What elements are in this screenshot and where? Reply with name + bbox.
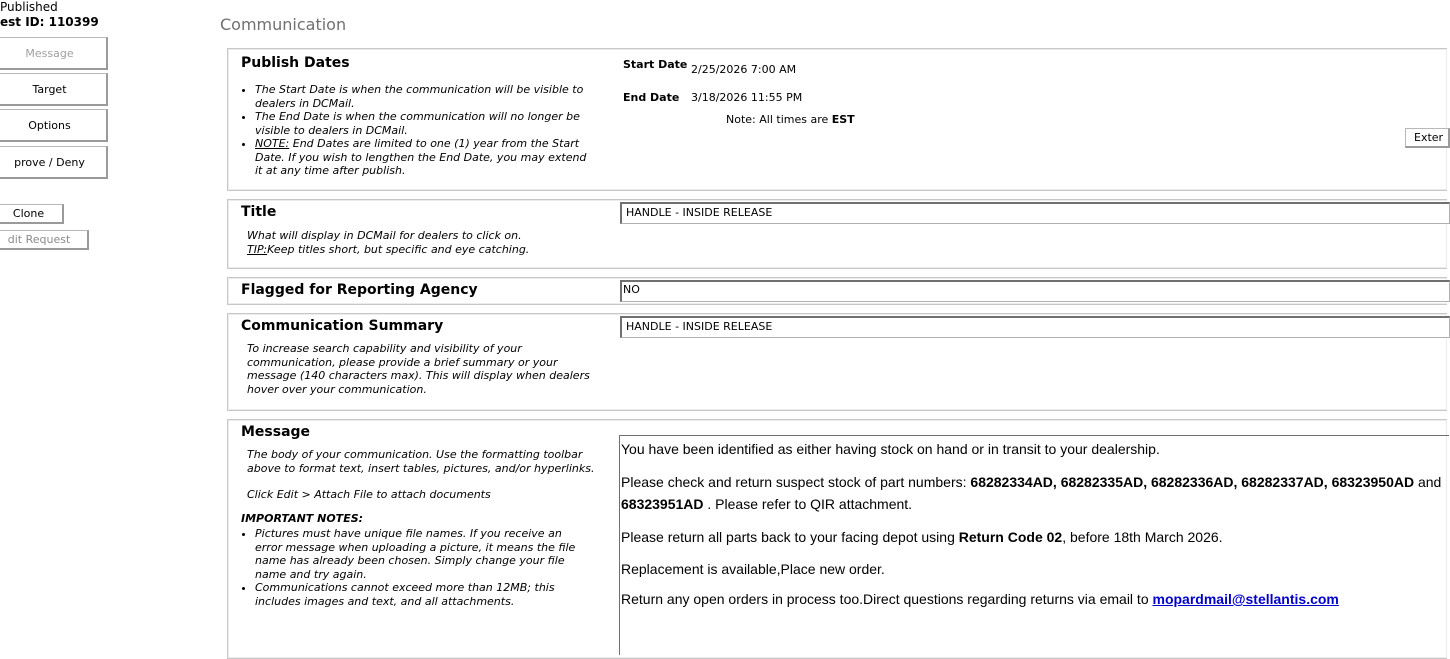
return-suffix: , before 18th March 2026. (1062, 529, 1223, 545)
note-label: NOTE: (255, 137, 290, 150)
message-paragraph (621, 496, 912, 512)
limit-note (255, 137, 591, 178)
message-title: Message (241, 424, 311, 440)
summary-input[interactable]: HANDLE - INSIDE RELEASE (620, 316, 1450, 338)
important-notes (241, 527, 591, 608)
important-note-item: • Pictures must have unique file names. If you receive an error message when uploading a picture, it means the file name has already been chosen. Simply change your file name and try again. (255, 527, 591, 581)
nav-options-button[interactable]: Options (0, 109, 108, 142)
title-section-title: Title (241, 204, 277, 220)
summary-title: Communication Summary (241, 318, 444, 334)
start-date-note: • The Start Date is when the communication will be visible to dealers in DCMail. (255, 83, 591, 110)
parts-and: and (1414, 474, 1442, 490)
email-prefix: Return any open orders in process too.Direct questions regarding returns via email to (621, 591, 1153, 607)
message-paragraph (621, 474, 1441, 490)
status-block (0, 0, 99, 30)
last-part-number: 68323951AD (621, 496, 704, 512)
end-date-note: • The End Date is when the communication will no longer be visible to dealers in DCMail. (255, 110, 591, 137)
message-paragraph: You have been identified as either having stock on hand or in transit to your dealership. (621, 441, 1160, 457)
timezone-note-text: Note: All times are (726, 113, 832, 126)
end-date-value: 3/18/2026 11:55 PM (691, 91, 803, 104)
message-section (227, 419, 1447, 659)
flagged-select[interactable]: NO (620, 280, 1450, 302)
attach-help: Click Edit > Attach File to attach documents (247, 488, 491, 501)
title-input[interactable]: HANDLE - INSIDE RELEASE (620, 202, 1450, 224)
request-id: est ID: 110399 (0, 15, 99, 29)
title-section (227, 199, 1447, 269)
start-date-value: 2/25/2026 7:00 AM (691, 63, 797, 76)
title-help (247, 229, 607, 256)
summary-section (227, 313, 1447, 411)
page-title: Communication (220, 15, 347, 34)
email-link[interactable]: mopardmail@stellantis.com (1152, 591, 1339, 607)
note-text: End Dates are limited to one (1) year from the Start Date. If you wish to lengthen the End Date, you may extend it at any time after publish. (255, 137, 587, 177)
parts-suffix: . Please refer to QIR attachment. (703, 496, 913, 512)
message-body-editor[interactable] (619, 435, 1449, 655)
message-paragraph: Replacement is available,Place new order. (621, 561, 885, 577)
nav-target-button[interactable]: Target (0, 73, 108, 106)
message-help: The body of your communication. Use the formatting toolbar above to format text, insert tables, pictures, and/or hyperlinks. (247, 448, 595, 475)
nav-approve-deny-button[interactable]: prove / Deny (0, 146, 108, 179)
clone-button[interactable]: Clone (0, 204, 64, 224)
flagged-section (227, 277, 1447, 305)
end-date-label: End Date (623, 91, 680, 104)
important-note-item: • Communications cannot exceed more than 12MB; this includes images and text, and all attachments. (255, 581, 591, 608)
start-date-label: Start Date (623, 58, 688, 71)
parts-prefix: Please check and return suspect stock of part numbers: (621, 474, 971, 490)
message-paragraph (621, 591, 1339, 607)
message-paragraph (621, 529, 1223, 545)
publish-dates-title: Publish Dates (241, 55, 350, 71)
return-code: Return Code 02 (958, 529, 1063, 545)
summary-help: To increase search capability and visibility of your communication, please provide a brief summary or your message (140 characters max). This will display when dealers hover over your communication. (247, 342, 590, 396)
nav-message-button[interactable]: Message (0, 37, 108, 70)
publish-dates-section (227, 48, 1447, 191)
title-tip (247, 243, 607, 257)
timezone-value: EST (831, 113, 855, 126)
edit-request-button[interactable]: dit Request (0, 230, 89, 250)
important-notes-label: IMPORTANT NOTES: (241, 512, 364, 525)
timezone-note (726, 113, 855, 126)
title-help-text: What will display in DCMail for dealers to click on. (247, 229, 522, 242)
flagged-title: Flagged for Reporting Agency (241, 282, 478, 298)
publish-dates-help (241, 83, 591, 178)
tip-label: TIP: (247, 242, 268, 256)
status-text: Published (0, 0, 58, 14)
tip-text: Keep titles short, but specific and eye catching. (267, 242, 530, 256)
return-prefix: Please return all parts back to your facing depot using (621, 529, 959, 545)
part-numbers: 68282334AD, 68282335AD, 68282336AD, 68282337AD, 68323950AD (970, 474, 1415, 490)
extend-button[interactable]: Exter (1405, 128, 1450, 148)
